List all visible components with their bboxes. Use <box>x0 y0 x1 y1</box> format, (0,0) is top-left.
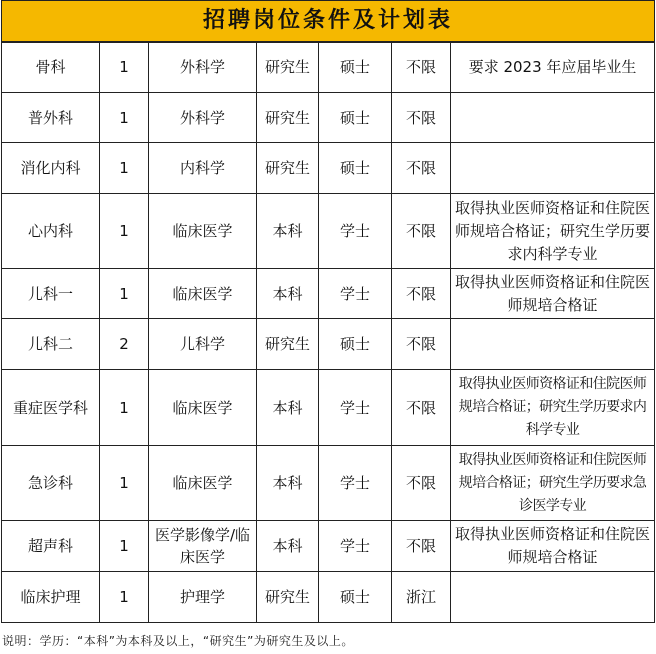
major-cell: 临床医学 <box>149 446 257 521</box>
dept-cell: 普外科 <box>2 93 100 143</box>
major-cell: 临床医学 <box>149 269 257 319</box>
origin-cell: 不限 <box>392 143 451 194</box>
count-cell: 1 <box>100 370 149 446</box>
edu-cell: 研究生 <box>257 143 319 194</box>
degree-cell: 硕士 <box>319 143 392 194</box>
degree-cell: 学士 <box>319 269 392 319</box>
table-row <box>2 269 655 319</box>
origin-cell: 不限 <box>392 521 451 572</box>
edu-cell: 研究生 <box>257 42 319 93</box>
count-cell: 1 <box>100 446 149 521</box>
count-cell: 2 <box>100 319 149 370</box>
degree-cell: 硕士 <box>319 572 392 623</box>
degree-cell: 学士 <box>319 194 392 269</box>
requirement-cell: 要求 2023 年应届毕业生 <box>451 42 655 93</box>
table-title: 招聘岗位条件及计划表 <box>2 1 655 42</box>
dept-cell: 重症医学科 <box>2 370 100 446</box>
requirement-cell <box>451 93 655 143</box>
edu-cell: 研究生 <box>257 572 319 623</box>
footnote: 说明：学历：“本科”为本科及以上，“研究生”为研究生及以上。 <box>2 634 354 648</box>
count-cell: 1 <box>100 143 149 194</box>
table-row <box>2 143 655 194</box>
requirement-cell <box>451 143 655 194</box>
major-cell: 护理学 <box>149 572 257 623</box>
table-row <box>2 42 655 93</box>
table-row <box>2 370 655 446</box>
dept-cell: 儿科一 <box>2 269 100 319</box>
count-cell: 1 <box>100 269 149 319</box>
dept-cell: 儿科二 <box>2 319 100 370</box>
recruitment-table <box>1 0 655 623</box>
dept-cell: 急诊科 <box>2 446 100 521</box>
requirement-cell: 取得执业医师资格证和住院医师规培合格证 <box>451 521 655 572</box>
dept-cell: 消化内科 <box>2 143 100 194</box>
edu-cell: 研究生 <box>257 93 319 143</box>
dept-cell: 超声科 <box>2 521 100 572</box>
dept-cell: 心内科 <box>2 194 100 269</box>
requirement-cell: 取得执业医师资格证和住院医师规培合格证；研究生学历要求急诊医学专业 <box>451 446 655 521</box>
count-cell: 1 <box>100 521 149 572</box>
requirement-cell: 取得执业医师资格证和住院医师规培合格证 <box>451 269 655 319</box>
count-cell: 1 <box>100 93 149 143</box>
edu-cell: 本科 <box>257 269 319 319</box>
major-cell: 外科学 <box>149 42 257 93</box>
table-row <box>2 521 655 572</box>
requirement-cell: 取得执业医师资格证和住院医师规培合格证；研究生学历要求内科学专业 <box>451 370 655 446</box>
table-row <box>2 572 655 623</box>
origin-cell: 不限 <box>392 194 451 269</box>
edu-cell: 本科 <box>257 521 319 572</box>
dept-cell: 临床护理 <box>2 572 100 623</box>
table-row <box>2 93 655 143</box>
edu-cell: 本科 <box>257 194 319 269</box>
major-cell: 外科学 <box>149 93 257 143</box>
table-row <box>2 446 655 521</box>
requirement-cell <box>451 572 655 623</box>
major-cell: 临床医学 <box>149 194 257 269</box>
title-row <box>2 1 655 42</box>
degree-cell: 硕士 <box>319 42 392 93</box>
count-cell: 1 <box>100 572 149 623</box>
dept-cell: 骨科 <box>2 42 100 93</box>
requirement-cell: 取得执业医师资格证和住院医师规培合格证；研究生学历要求内科学专业 <box>451 194 655 269</box>
origin-cell: 不限 <box>392 93 451 143</box>
origin-cell: 不限 <box>392 319 451 370</box>
degree-cell: 硕士 <box>319 319 392 370</box>
table-row <box>2 194 655 269</box>
table-row <box>2 319 655 370</box>
count-cell: 1 <box>100 194 149 269</box>
origin-cell: 浙江 <box>392 572 451 623</box>
degree-cell: 学士 <box>319 521 392 572</box>
edu-cell: 本科 <box>257 446 319 521</box>
edu-cell: 本科 <box>257 370 319 446</box>
degree-cell: 硕士 <box>319 93 392 143</box>
major-cell: 医学影像学/临床医学 <box>149 521 257 572</box>
edu-cell: 研究生 <box>257 319 319 370</box>
degree-cell: 学士 <box>319 446 392 521</box>
major-cell: 儿科学 <box>149 319 257 370</box>
major-cell: 内科学 <box>149 143 257 194</box>
origin-cell: 不限 <box>392 42 451 93</box>
count-cell: 1 <box>100 42 149 93</box>
degree-cell: 学士 <box>319 370 392 446</box>
origin-cell: 不限 <box>392 370 451 446</box>
requirement-cell <box>451 319 655 370</box>
origin-cell: 不限 <box>392 269 451 319</box>
recruitment-sheet <box>1 0 655 623</box>
origin-cell: 不限 <box>392 446 451 521</box>
major-cell: 临床医学 <box>149 370 257 446</box>
